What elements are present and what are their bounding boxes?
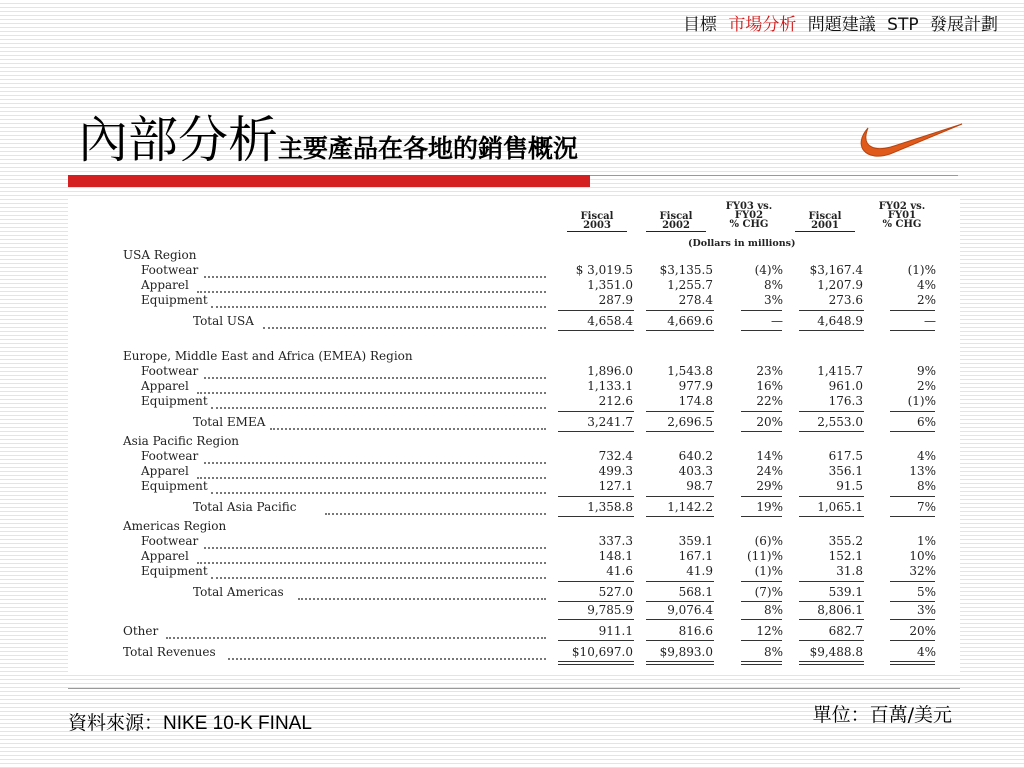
swoosh-logo-icon <box>858 118 964 162</box>
column-header-line: % CHG <box>729 219 769 230</box>
total-underline <box>890 330 935 331</box>
row-label: Apparel <box>141 464 189 478</box>
fiscal-2003-value: 911.1 <box>598 624 633 638</box>
column-header-line: Fiscal <box>659 211 693 222</box>
fiscal-2001-value: 1,065.1 <box>817 500 863 514</box>
row-label: Footwear <box>141 449 199 463</box>
change-02-01-value: 2% <box>916 379 936 393</box>
change-03-02-value: 3% <box>763 293 783 307</box>
change-03-02-value: 23% <box>756 364 783 378</box>
region-heading: USA Region <box>123 248 197 262</box>
subtotal-rule <box>646 411 714 412</box>
row-label: Total USA <box>193 314 254 328</box>
dot-leader <box>211 576 546 579</box>
top-navigation <box>677 10 998 35</box>
total-underline <box>558 601 634 602</box>
row-label: Apparel <box>141 278 189 292</box>
change-03-02-value: (7)% <box>754 585 783 599</box>
total-underline <box>646 640 714 641</box>
fiscal-2003-value: 1,351.0 <box>587 278 633 292</box>
column-header-line: FY02 <box>734 210 764 221</box>
total-underline <box>890 619 935 620</box>
row-label: Apparel <box>141 379 189 393</box>
fiscal-2001-value: 539.1 <box>828 585 863 599</box>
change-03-02-value: (6)% <box>754 534 783 548</box>
source-note <box>68 708 312 735</box>
change-03-02-value: (11)% <box>746 549 783 563</box>
fiscal-2003-value: 9,785.9 <box>587 603 633 617</box>
change-02-01-value: 13% <box>909 464 936 478</box>
change-02-01-value: 7% <box>916 500 936 514</box>
footer-divider-line <box>68 688 960 689</box>
dot-leader <box>197 391 546 394</box>
total-double-underline <box>890 664 935 665</box>
fiscal-2001-value: 2,553.0 <box>817 415 863 429</box>
financial-table-scan <box>68 196 960 672</box>
source-label: 資料來源： <box>68 712 164 734</box>
subtotal-rule <box>799 581 864 582</box>
source-value: NIKE 10-K FINAL <box>163 713 312 734</box>
change-02-01-value: 4% <box>916 645 936 659</box>
subtotal-rule <box>890 581 935 582</box>
column-header-line: 2001 <box>811 220 839 231</box>
fiscal-2002-value: 41.9 <box>686 564 713 578</box>
fiscal-2003-value: 3,241.7 <box>587 415 633 429</box>
dot-leader <box>263 326 546 329</box>
total-underline <box>741 661 782 662</box>
total-underline <box>799 640 864 641</box>
total-underline <box>741 516 782 517</box>
fiscal-2002-value: 1,543.8 <box>667 364 713 378</box>
total-underline <box>646 330 714 331</box>
change-02-01-value: (1)% <box>907 394 936 408</box>
fiscal-2001-value: 176.3 <box>828 394 863 408</box>
subtotal-rule <box>646 310 714 311</box>
fiscal-2002-value: 278.4 <box>678 293 713 307</box>
change-03-02-value: 16% <box>756 379 783 393</box>
column-header-line: % CHG <box>882 219 922 230</box>
total-underline <box>741 431 782 432</box>
fiscal-2003-value: 732.4 <box>598 449 633 463</box>
total-underline <box>890 640 935 641</box>
change-02-01-value: 9% <box>916 364 936 378</box>
subtotal-rule <box>890 411 935 412</box>
total-underline <box>558 431 634 432</box>
row-label: Total Revenues <box>123 645 216 659</box>
fiscal-2002-value: 359.1 <box>678 534 713 548</box>
change-03-02-value: 8% <box>763 278 783 292</box>
fiscal-2003-value: 41.6 <box>606 564 633 578</box>
fiscal-2001-value: 91.5 <box>836 479 863 493</box>
total-underline <box>558 619 634 620</box>
fiscal-2002-value: $9,893.0 <box>659 645 713 659</box>
change-02-01-value: 1% <box>916 534 936 548</box>
fiscal-2001-value: 682.7 <box>828 624 863 638</box>
row-label: Apparel <box>141 549 189 563</box>
fiscal-2001-value: 273.6 <box>828 293 863 307</box>
total-underline <box>558 640 634 641</box>
column-header-line: Fiscal <box>580 211 614 222</box>
change-03-02-value: 24% <box>756 464 783 478</box>
change-02-01-value: 5% <box>916 585 936 599</box>
total-underline <box>646 601 714 602</box>
subtotal-rule <box>558 581 634 582</box>
fiscal-2002-value: 167.1 <box>678 549 713 563</box>
total-underline <box>799 516 864 517</box>
total-underline <box>646 661 714 662</box>
total-underline <box>890 601 935 602</box>
column-header-line: FY02 vs. <box>878 201 926 212</box>
dot-leader <box>298 597 546 600</box>
change-02-01-value: 2% <box>916 293 936 307</box>
row-label: Footwear <box>141 263 199 277</box>
row-label: Total Asia Pacific <box>193 500 297 514</box>
total-underline <box>558 516 634 517</box>
fiscal-2003-value: 127.1 <box>598 479 633 493</box>
total-underline <box>741 619 782 620</box>
nav-item-goals[interactable]: 目標 <box>682 15 717 35</box>
total-underline <box>799 619 864 620</box>
subtotal-rule <box>741 581 782 582</box>
subtotal-rule <box>799 496 864 497</box>
fiscal-2002-value: $3,135.5 <box>659 263 713 277</box>
subtotal-rule <box>558 411 634 412</box>
subtotal-rule <box>741 411 782 412</box>
dot-leader <box>197 561 546 564</box>
fiscal-2002-value: 1,255.7 <box>667 278 713 292</box>
column-header-line: Fiscal <box>808 211 842 222</box>
dot-leader <box>325 512 546 515</box>
subtotal-rule <box>741 496 782 497</box>
fiscal-2001-value: 961.0 <box>828 379 863 393</box>
fiscal-2003-value: 1,133.1 <box>587 379 633 393</box>
fiscal-2003-value: 4,658.4 <box>587 314 633 328</box>
unit-note: 單位：百萬/美元 <box>812 704 952 726</box>
dot-leader <box>204 461 546 464</box>
dot-leader <box>211 305 546 308</box>
column-header <box>567 212 627 232</box>
dot-leader <box>204 376 546 379</box>
fiscal-2001-value: 31.8 <box>836 564 863 578</box>
change-02-01-value: 6% <box>916 415 936 429</box>
dot-leader <box>197 290 546 293</box>
fiscal-2003-value: 499.3 <box>598 464 633 478</box>
nav-item-development-plan[interactable]: 發展計劃 <box>930 15 998 35</box>
row-label: Equipment <box>141 293 208 307</box>
dot-leader <box>204 546 546 549</box>
change-03-02-value: 14% <box>756 449 783 463</box>
change-02-01-value: 4% <box>916 278 936 292</box>
dot-leader <box>211 491 546 494</box>
dot-leader <box>197 476 546 479</box>
fiscal-2003-value: 337.3 <box>598 534 633 548</box>
fiscal-2003-value: 148.1 <box>598 549 633 563</box>
change-02-01-value: 3% <box>916 603 936 617</box>
fiscal-2001-value: 152.1 <box>828 549 863 563</box>
total-underline <box>799 661 864 662</box>
fiscal-2002-value: 9,076.4 <box>667 603 713 617</box>
fiscal-2002-value: 640.2 <box>678 449 713 463</box>
fiscal-2002-value: 98.7 <box>686 479 713 493</box>
change-02-01-value: (1)% <box>907 263 936 277</box>
fiscal-2002-value: 403.3 <box>678 464 713 478</box>
total-underline <box>741 330 782 331</box>
change-03-02-value: — <box>771 314 783 328</box>
change-03-02-value: (4)% <box>754 263 783 277</box>
units-note: (Dollars in millions) <box>688 238 796 249</box>
row-label: Equipment <box>141 479 208 493</box>
subtotal-rule <box>799 411 864 412</box>
fiscal-2001-value: $3,167.4 <box>809 263 863 277</box>
subtotal-rule <box>558 496 634 497</box>
change-02-01-value: 8% <box>916 479 936 493</box>
fiscal-2001-value: 1,207.9 <box>817 278 863 292</box>
fiscal-2001-value: $9,488.8 <box>809 645 863 659</box>
change-03-02-value: 12% <box>756 624 783 638</box>
fiscal-2002-value: 1,142.2 <box>667 500 713 514</box>
total-underline <box>646 431 714 432</box>
change-03-02-value: 22% <box>756 394 783 408</box>
fiscal-2003-value: 527.0 <box>598 585 633 599</box>
row-label: Footwear <box>141 364 199 378</box>
subtotal-rule <box>646 581 714 582</box>
change-02-01-value: — <box>924 314 936 328</box>
slide-title <box>78 100 578 172</box>
fiscal-2002-value: 816.6 <box>678 624 713 638</box>
column-header <box>719 202 779 229</box>
nav-item-issues-suggestions[interactable]: 問題建議 <box>807 15 876 35</box>
row-label: Total EMEA <box>193 415 266 429</box>
subtotal-rule <box>646 496 714 497</box>
fiscal-2003-value: $10,697.0 <box>571 645 633 659</box>
row-label: Other <box>123 624 159 638</box>
change-02-01-value: 4% <box>916 449 936 463</box>
subtotal-rule <box>741 310 782 311</box>
row-label: Equipment <box>141 564 208 578</box>
change-03-02-value: 19% <box>756 500 783 514</box>
dot-leader <box>211 406 546 409</box>
total-double-underline <box>558 664 634 665</box>
total-underline <box>799 431 864 432</box>
fiscal-2003-value: 287.9 <box>598 293 633 307</box>
fiscal-2003-value: 212.6 <box>598 394 633 408</box>
dot-leader <box>204 275 546 278</box>
change-02-01-value: 10% <box>909 549 936 563</box>
fiscal-2001-value: 355.2 <box>828 534 863 548</box>
nav-item-market-analysis[interactable]: 市場分析 <box>728 15 797 35</box>
fiscal-2002-value: 568.1 <box>678 585 713 599</box>
fiscal-2003-value: 1,358.8 <box>587 500 633 514</box>
change-02-01-value: 32% <box>909 564 936 578</box>
title-main: 內部分析 <box>78 111 278 169</box>
row-label: Equipment <box>141 394 208 408</box>
column-header <box>872 202 932 229</box>
fiscal-2002-value: 2,696.5 <box>667 415 713 429</box>
change-03-02-value: (1)% <box>754 564 783 578</box>
dot-leader <box>270 427 546 430</box>
fiscal-2001-value: 8,806.1 <box>817 603 863 617</box>
title-sub: 主要產品在各地的銷售概況 <box>278 134 579 163</box>
dot-leader <box>228 657 546 660</box>
row-label: Footwear <box>141 534 199 548</box>
change-03-02-value: 29% <box>756 479 783 493</box>
subtotal-rule <box>558 310 634 311</box>
change-03-02-value: 8% <box>763 645 783 659</box>
column-header <box>646 212 706 232</box>
subtotal-rule <box>799 310 864 311</box>
total-underline <box>741 640 782 641</box>
row-label: Total Americas <box>193 585 284 599</box>
column-header-line: FY01 <box>887 210 917 221</box>
fiscal-2001-value: 356.1 <box>828 464 863 478</box>
region-heading: Europe, Middle East and Africa (EMEA) Region <box>123 349 413 363</box>
fiscal-2002-value: 174.8 <box>678 394 713 408</box>
total-double-underline <box>799 664 864 665</box>
change-02-01-value: 20% <box>909 624 936 638</box>
total-underline <box>890 661 935 662</box>
total-underline <box>646 619 714 620</box>
region-heading: Americas Region <box>123 519 227 533</box>
title-divider-line <box>590 175 958 176</box>
total-double-underline <box>741 664 782 665</box>
fiscal-2003-value: $ 3,019.5 <box>575 263 633 277</box>
total-underline <box>558 661 634 662</box>
total-underline <box>890 516 935 517</box>
column-header-line: FY03 vs. <box>725 201 773 212</box>
total-underline <box>890 431 935 432</box>
region-heading: Asia Pacific Region <box>123 434 240 448</box>
fiscal-2001-value: 4,648.9 <box>817 314 863 328</box>
total-double-underline <box>646 664 714 665</box>
nav-item-stp[interactable]: STP <box>887 15 919 35</box>
subtotal-rule <box>890 496 935 497</box>
change-03-02-value: 20% <box>756 415 783 429</box>
title-accent-bar <box>68 175 590 187</box>
column-header-line: 2002 <box>662 220 690 231</box>
total-underline <box>741 601 782 602</box>
subtotal-rule <box>890 310 935 311</box>
dot-leader <box>166 636 547 639</box>
total-underline <box>799 601 864 602</box>
column-header-line: 2003 <box>583 220 611 231</box>
fiscal-2001-value: 1,415.7 <box>817 364 863 378</box>
change-03-02-value: 8% <box>763 603 783 617</box>
total-underline <box>799 330 864 331</box>
fiscal-2002-value: 977.9 <box>678 379 713 393</box>
column-header <box>795 212 855 232</box>
total-underline <box>646 516 714 517</box>
fiscal-2003-value: 1,896.0 <box>587 364 633 378</box>
total-underline <box>558 330 634 331</box>
fiscal-2002-value: 4,669.6 <box>667 314 713 328</box>
fiscal-2001-value: 617.5 <box>828 449 863 463</box>
